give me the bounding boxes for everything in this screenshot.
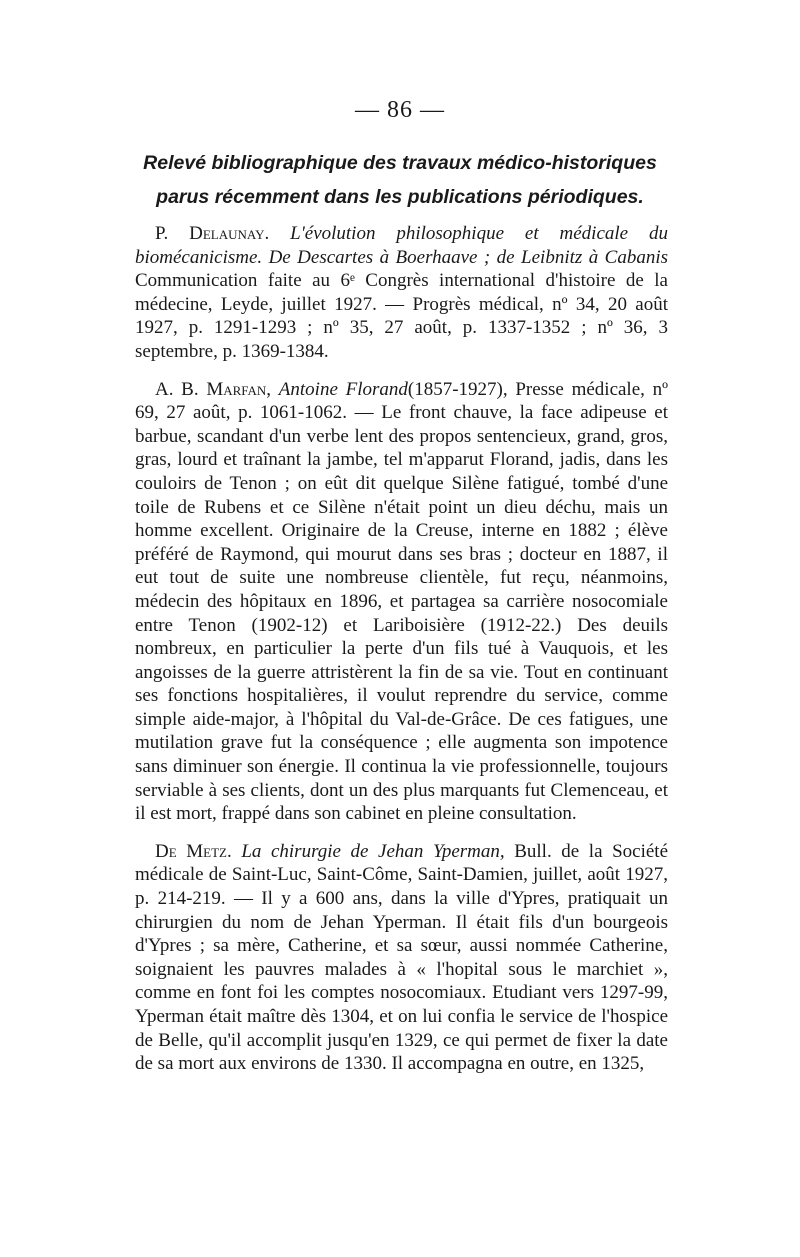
bibliography-body — [135, 222, 668, 1076]
heading-line-1: Relevé bibliographique des travaux médico-historiques — [143, 152, 657, 174]
entry-title: La chirurgie de Jehan Yperman, — [241, 840, 505, 862]
entry-title: Antoine Florand — [278, 378, 408, 400]
page-number: — 86 — — [355, 97, 445, 123]
heading-line-2: parus récemment dans les publications périodiques. — [156, 186, 644, 208]
entry-author: De Metz. — [155, 840, 232, 862]
entry-author: P. Delaunay. — [155, 223, 270, 244]
entry-text: (1857-1927), Presse médicale, nº 69, 27 août, p. 1061-1062. — Le front chauve, la face adipeuse et barbue, scandant d'un verbe lent des propos sentencieux, grand, gros, gras, lourd et traînant la jambe, tel m'apparut Florand, jadis, dans les couloirs de Tenon ; on eût dit quelque Silène fatigué, tombé d'une toile de Rubens et ce Silène n'était point un dieu déchu, mais un homme excellent. Originaire de la Creuse, interne en 1882 ; élève préféré de Raymond, qui mourut dans ses bras ; docteur en 1887, il eut tout de suite une nombreuse clientèle, fut reçu, néanmoins, médecin des hôpitaux en 1896, et partagea sa carrière nosocomiale entre Tenon (1902-12) et Lariboisière (1912-22.) Des deuils nombreux, en particulier la perte d'un fils tué à Vauquois, et les angoisses de la guerre attristèrent la fin de sa vie. Tout en continuant ses fonctions hospitalières, il voulut reprendre du service, comme simple aide-major, à l'hôpital du Val-de-Grâce. De ces fatigues, une mutilation grave fut la conséquence ; elle augmenta son impotence sans diminuer son énergie. Il continua la vie professionnelle, toujours serviable à ses clients, dont un des plus marquants fut Clemenceau, et il est mort, frappé dans son cabinet en pleine consultation. — [135, 378, 668, 825]
bibliography-entry-delaunay — [135, 222, 668, 364]
entry-author: A. B. Marfan, — [155, 378, 272, 400]
section-heading — [120, 146, 680, 214]
entry-title: L'évolution philosophique et médicale du biomécanicisme. De Descartes à Boerhaave ; de Leibnitz à Cabanis — [135, 223, 669, 268]
bibliography-entry-de-metz — [135, 840, 668, 1076]
bibliography-entry-marfan — [135, 378, 668, 826]
entry-text: Bull. de la Société médicale de Saint-Luc, Saint-Côme, Saint-Damien, juillet, août 1927, p. 214-219. — Il y a 600 ans, dans la ville d'Ypres, pratiquait un chirurgien du nom de Jehan Yperman. Il était fils d'un bourgeois d'Ypres ; sa mère, Catherine, et sa sœur, aussi nommée Catherine, soignaient les pauvres malades à « l'hopital sous le marchiet », comme en font foi les comptes nosocomiaux. Etudiant vers 1297-99, Yperman était maître dès 1304, et on lui confia le service de l'hospice de Belle, qu'il accomplit jusqu'en 1329, ce qui permet de fixer la date de sa mort aux environs de 1330. Il accompagna en outre, en 1325, — [135, 840, 669, 1075]
entry-text: Communication faite au 6ᵉ Congrès international d'histoire de la médecine, Leyde, juillet 1927. — Progrès médical, nº 34, 20 août 1927, p. 1291-1293 ; nº 35, 27 août, p. 1337-1352 ; nº 36, 3 septembre, p. 1369-1384. — [135, 270, 668, 362]
